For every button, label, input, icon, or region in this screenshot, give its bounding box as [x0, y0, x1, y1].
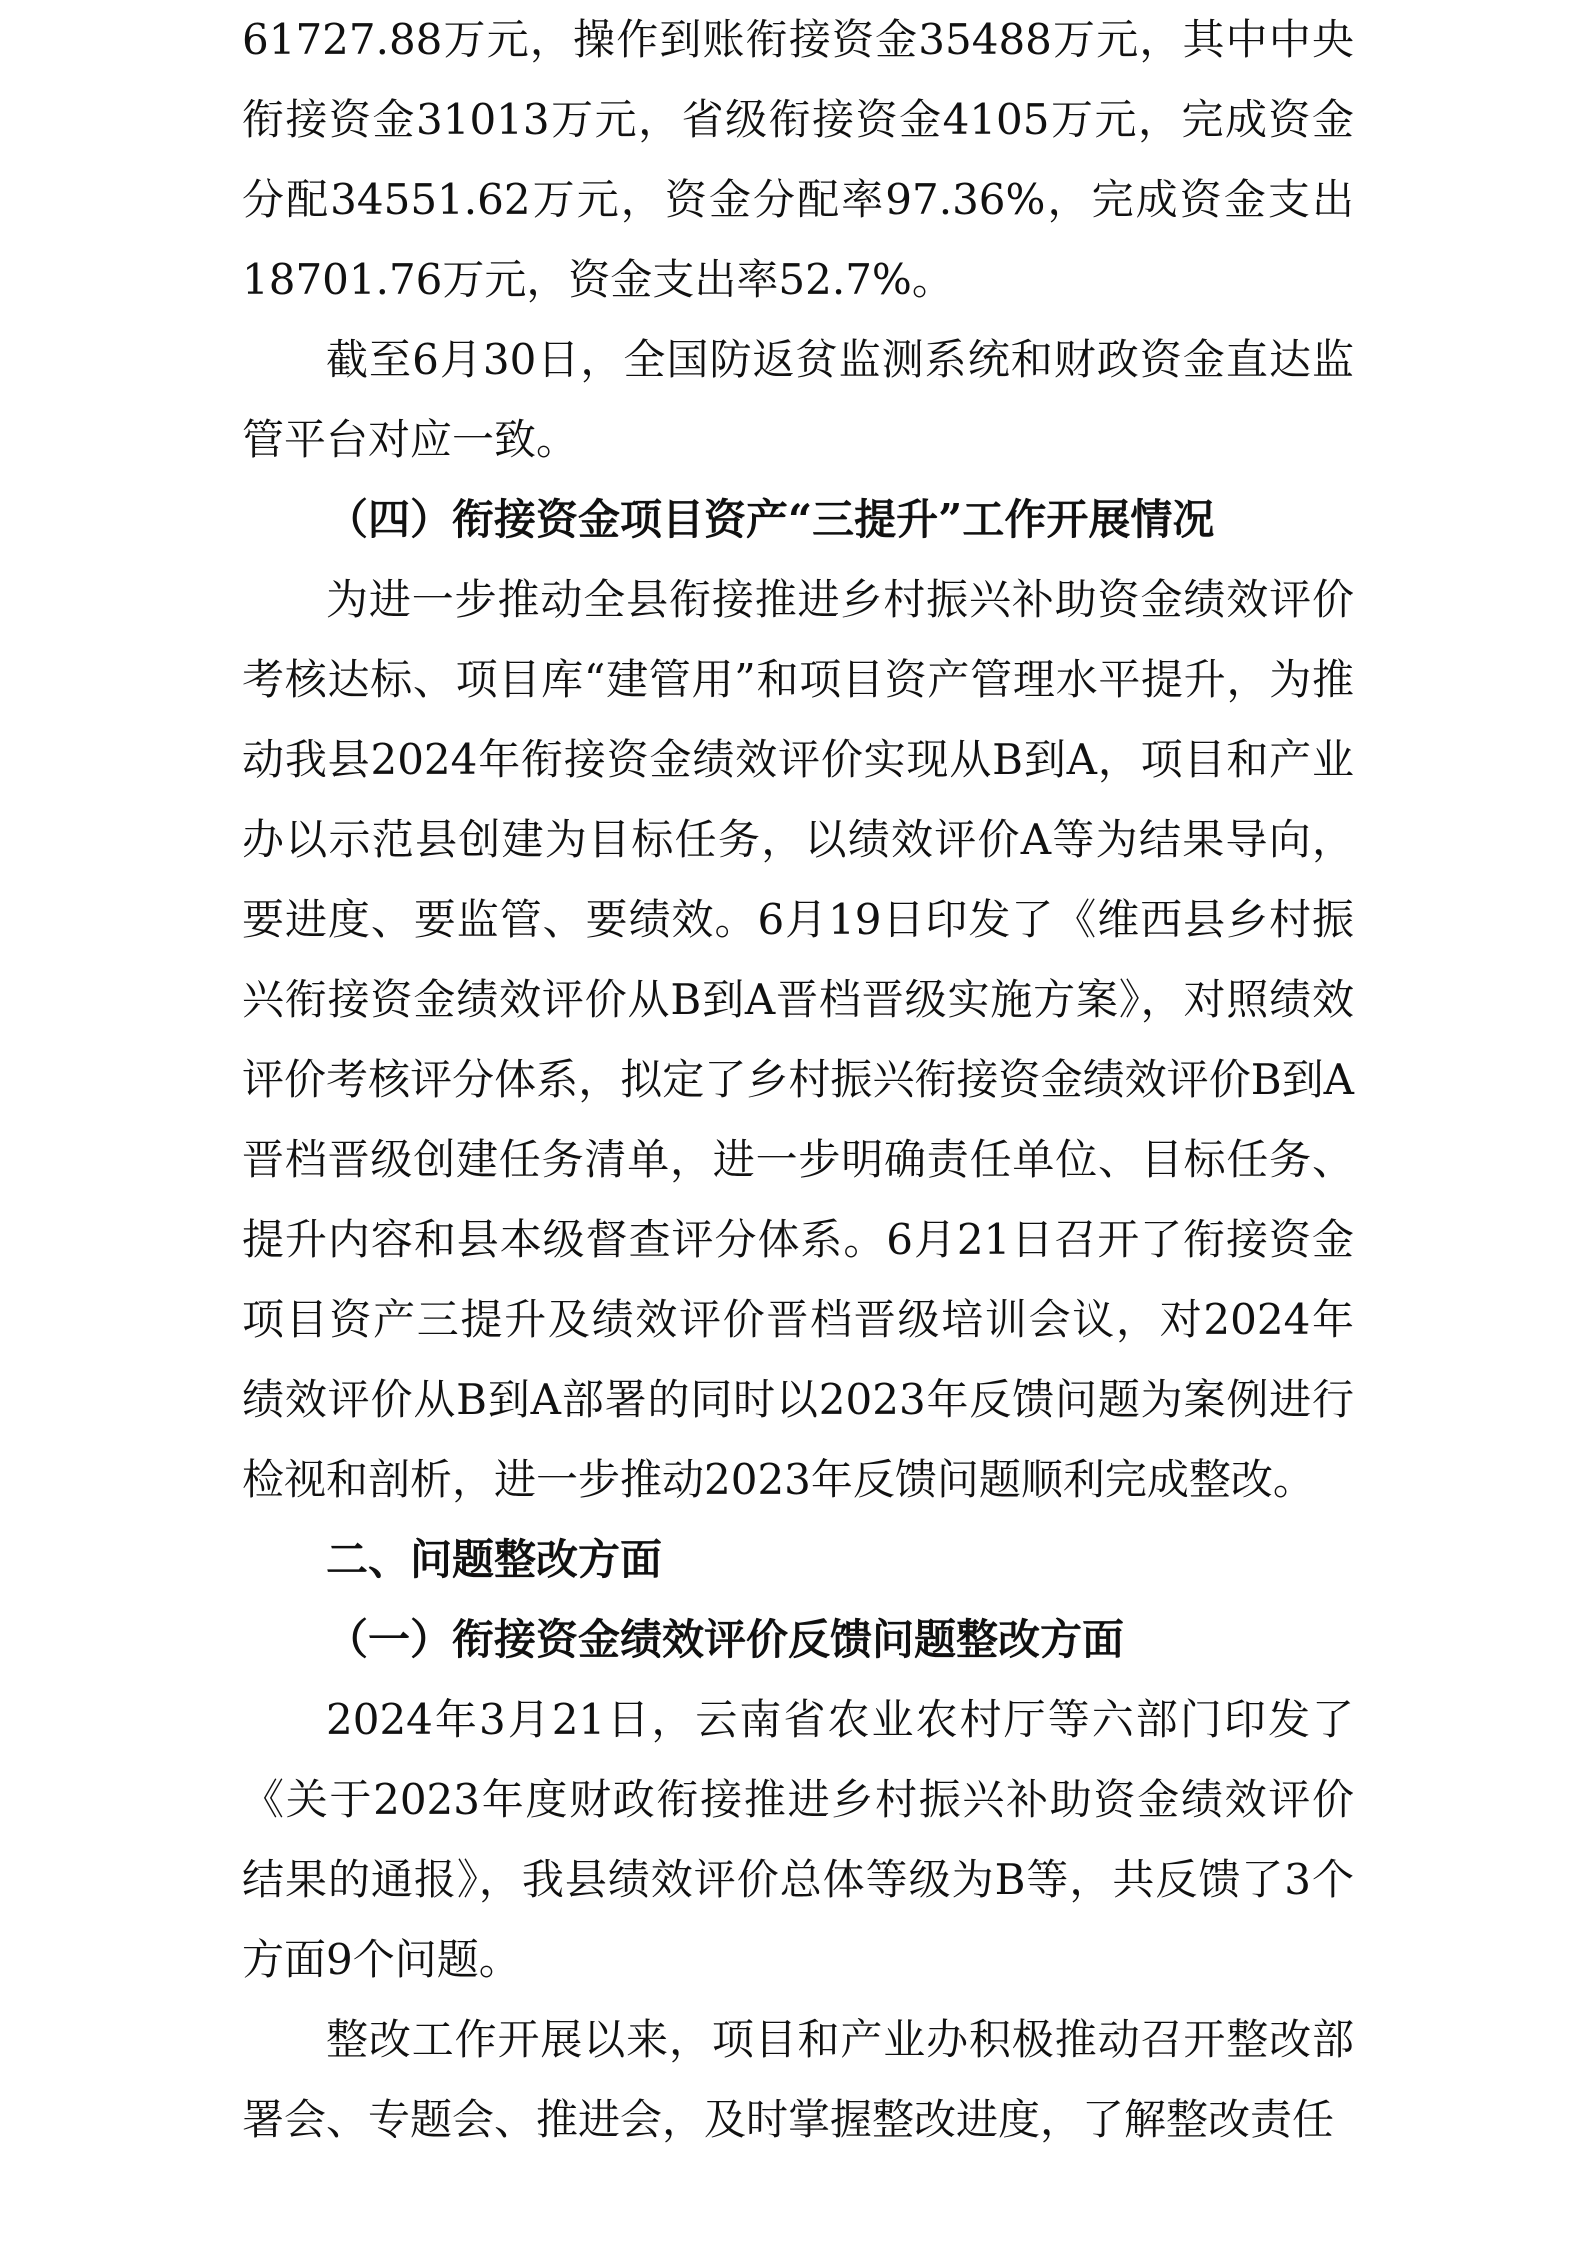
document-body [242, 0, 1354, 2160]
section-heading-feedback-rectification: （一）衔接资金绩效评价反馈问题整改方面 [326, 1615, 1125, 1664]
section-heading-rectification: 二、问题整改方面 [326, 1535, 663, 1584]
paragraph-funding-summary: 61727.88万元，操作到账衔接资金35488万元，其中中央衔接资金31013万元，省级衔接资金4105万元，完成资金分配34551.62万元，资金分配率97.36%，完成资金支出18701.76万元，资金支出率52.7%。 [242, 15, 1354, 304]
paragraph-system-consistency: 截至6月30日，全国防返贫监测系统和财政资金直达监管平台对应一致。 [242, 335, 1354, 464]
paragraph-rectification-work: 整改工作开展以来，项目和产业办积极推动召开整改部署会、专题会、推进会，及时掌握整改进度，了解整改责任 [242, 2015, 1354, 2144]
paragraph-performance-evaluation: 为进一步推动全县衔接推进乡村振兴补助资金绩效评价考核达标、项目库“建管用”和项目资产管理水平提升，为推动我县2024年衔接资金绩效评价实现从B到A，项目和产业办以示范县创建为目标任务，以绩效评价A等为结果导向，要进度、要监管、要绩效。6月19日印发了《维西县乡村振兴衔接资金绩效评价从B到A晋档晋级实施方案》，对照绩效评价考核评分体系，拟定了乡村振兴衔接资金绩效评价B到A晋档晋级创建任务清单，进一步明确责任单位、目标任务、提升内容和县本级督查评分体系。6月21日召开了衔接资金项目资产三提升及绩效评价晋档晋级培训会议，对2024年绩效评价从B到A部署的同时以2023年反馈问题为案例进行检视和剖析，进一步推动2023年反馈问题顺利完成整改。 [242, 575, 1354, 1504]
paragraph-notice-2023: 2024年3月21日，云南省农业农村厅等六部门印发了《关于2023年度财政衔接推进乡村振兴补助资金绩效评价结果的通报》，我县绩效评价总体等级为B等，共反馈了3个方面9个问题。 [242, 1695, 1354, 1984]
section-heading-asset-improvement: （四）衔接资金项目资产“三提升”工作开展情况 [326, 495, 1215, 544]
